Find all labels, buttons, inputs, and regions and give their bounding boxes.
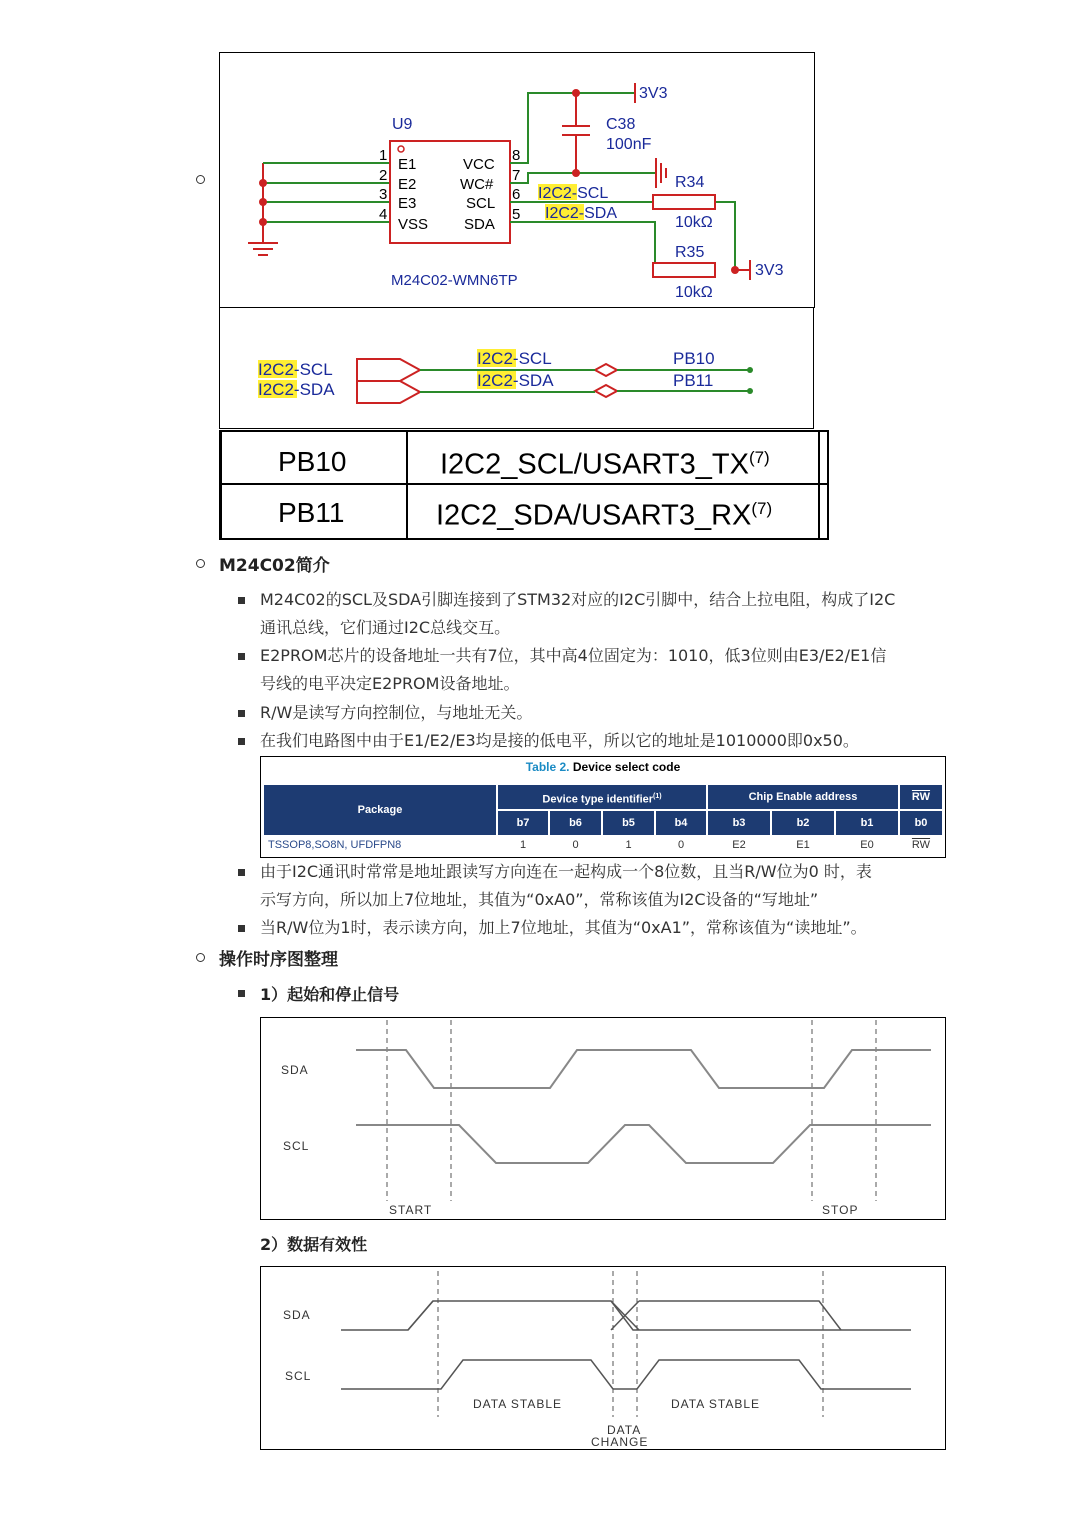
group-device-type <box>498 785 706 809</box>
list-bullet <box>238 990 245 997</box>
row-b6: 0 <box>572 839 579 851</box>
mid-sda-highlight: I2C2 <box>477 371 513 390</box>
bullet-text-6: 当R/W位为1时，表示读方向，加上7位地址，其值为“0xA1”，常称该值为“读地址”。 <box>260 918 867 937</box>
bit-b5: b5 <box>603 811 654 835</box>
pin-name-sda: SDA <box>464 216 495 233</box>
bit-b4: b4 <box>656 811 706 835</box>
label-sda-2: SDA <box>283 1308 311 1322</box>
pin-num-5: 5 <box>512 206 521 223</box>
bit-b7: b7 <box>498 811 548 835</box>
row-b1: E0 <box>860 839 874 851</box>
bullet-text-2a: E2PROM芯片的设备地址一共有7位，其中高4位固定为：1010，低3位则由E3/E2/E1信 <box>260 646 887 665</box>
eeprom-schematic <box>220 53 814 307</box>
list-bullet <box>196 559 205 568</box>
pin-cell-pb11: PB11 <box>278 497 345 528</box>
pin-name-wc: WC# <box>460 176 494 193</box>
pin-num-8: 8 <box>512 147 521 164</box>
bullet-text-5b: 示写方向，所以加上7位地址，其值为“0xA0”，常称该值为I2C设备的“写地址” <box>260 890 819 909</box>
bit-b6: b6 <box>550 811 601 835</box>
bullet-text-1a: M24C02的SCL及SDA引脚连接到了STM32对应的I2C引脚中，结合上拉电阻，构成了I2C <box>260 590 896 609</box>
net-scl-highlight: I2C2 <box>538 185 572 202</box>
device-select-table <box>260 756 946 858</box>
mid-scl-highlight: I2C2 <box>477 349 513 368</box>
device-table-caption <box>261 760 945 774</box>
power-label-top: 3V3 <box>639 85 668 102</box>
list-bullet <box>238 869 245 876</box>
left-scl-suffix: -SCL <box>293 360 333 379</box>
func-text-pb11: I2C2_SDA/USART3_RX <box>436 499 752 532</box>
list-bullet <box>238 597 245 604</box>
row-b4: 0 <box>677 839 685 851</box>
pin-name-e2: E2 <box>398 176 417 193</box>
section-heading-timing: 操作时序图整理 <box>219 950 338 970</box>
pin-num-4: 4 <box>379 206 388 223</box>
list-bullet <box>238 710 245 717</box>
bit-b0: b0 <box>900 811 942 835</box>
left-sda-highlight: I2C2 <box>258 380 294 399</box>
svg-text:I2C2-SDA <box>545 205 617 222</box>
row-package: TSSOP8,SO8N, UFDFPN8 <box>268 839 402 851</box>
row-b0: $\overline{RW}$ <box>911 839 931 851</box>
pin-name-e1: E1 <box>398 156 417 173</box>
pin-num-3: 3 <box>379 186 388 203</box>
svg-text:I2C2-SDA <box>258 380 335 399</box>
net-sda-suffix: -SDA <box>578 205 618 222</box>
svg-text:I2C2-SDA <box>477 371 554 390</box>
cap-value: 100nF <box>606 136 652 153</box>
svg-text:I2C2-SCL <box>258 360 333 379</box>
list-bullet <box>196 953 205 962</box>
bullet-text-5a: 由于I2C通讯时常常是地址跟读写方向连在一起构成一个8位数，且当R/W位为0 时，表 <box>260 862 872 881</box>
power-label-right: 3V3 <box>755 262 784 279</box>
net-mapping-diagram <box>220 308 813 428</box>
bullet-text-1b: 通讯总线，它们通过I2C总线交互。 <box>260 618 511 637</box>
group-chip-enable: Chip Enable address <box>708 785 898 809</box>
schematic-figure <box>219 52 815 308</box>
label-scl-2: SCL <box>285 1369 312 1383</box>
label-stop: STOP <box>822 1203 859 1217</box>
chip-ref: U9 <box>392 116 413 133</box>
func-text-pb10: I2C2_SCL/USART3_TX <box>440 448 749 481</box>
pin-name-vcc: VCC <box>463 156 495 173</box>
pin-name-scl: SCL <box>466 195 496 212</box>
pin-num-1: 1 <box>379 147 388 164</box>
label-data-change-1: DATA <box>607 1423 642 1437</box>
label-scl-1: SCL <box>283 1139 310 1153</box>
mid-scl-suffix: -SCL <box>512 349 552 368</box>
start-stop-waveform <box>261 1018 945 1219</box>
bit-b2: b2 <box>772 811 834 835</box>
net-scl-suffix: -SCL <box>571 185 609 202</box>
pin-label-pb11: PB11 <box>673 371 714 390</box>
row-b2: E1 <box>796 839 810 851</box>
bit-b1: b1 <box>836 811 898 835</box>
label-data-change-2: CHANGE <box>591 1435 649 1449</box>
bullet-text-4: 在我们电路图中由于E1/E2/E3均是接的低电平，所以它的地址是1010000即0x50。 <box>260 731 859 750</box>
list-bullet <box>238 738 245 745</box>
mid-sda-suffix: -SDA <box>512 371 554 390</box>
left-sda-suffix: -SDA <box>293 380 335 399</box>
label-sda-1: SDA <box>281 1063 309 1077</box>
bullet-text-3: R/W是读写方向控制位，与地址无关。 <box>260 703 533 722</box>
bit-b3: b3 <box>708 811 770 835</box>
caption-text: Device select code <box>572 760 681 774</box>
func-note-pb10: (7) <box>748 448 770 467</box>
left-scl-highlight: I2C2 <box>258 360 294 379</box>
func-cell-pb10 <box>440 448 770 482</box>
row-b7: 1 <box>519 839 527 851</box>
caption-prefix: Table 2. <box>525 760 570 774</box>
label-start: START <box>389 1203 433 1217</box>
label-data-stable-2: DATA STABLE <box>671 1397 761 1411</box>
subheading-data-validity: 2）数据有效性 <box>260 1235 368 1254</box>
start-stop-timing-diagram <box>260 1017 946 1220</box>
pin-num-7: 7 <box>512 167 521 184</box>
group-device-type-note: (1) <box>653 793 662 800</box>
pin-name-e3: E3 <box>398 195 417 212</box>
data-validity-waveform <box>261 1267 945 1449</box>
r34-value: 10kΩ <box>675 214 713 231</box>
pin-num-2: 2 <box>379 167 388 184</box>
func-cell-pb11 <box>436 499 772 533</box>
pin-function-table <box>219 430 829 540</box>
net-mapping-figure <box>219 307 814 429</box>
bullet-text-2b: 号线的电平决定E2PROM设备地址。 <box>260 674 520 693</box>
pin-label-pb10: PB10 <box>673 349 715 368</box>
pin-num-6: 6 <box>512 186 521 203</box>
list-bullet <box>238 925 245 932</box>
func-note-pb11: (7) <box>751 499 773 518</box>
r35-ref: R35 <box>675 244 705 261</box>
net-sda-highlight: I2C2 <box>545 205 579 222</box>
svg-text:I2C2-SCL <box>477 349 552 368</box>
col-rw: $\overline{RW}$ <box>900 785 942 809</box>
col-package: Package <box>264 785 496 835</box>
pin-name-vss: VSS <box>398 216 429 233</box>
row-b3: E2 <box>732 839 746 851</box>
r34-ref: R34 <box>675 174 705 191</box>
list-bullet <box>238 653 245 660</box>
list-bullet <box>196 175 205 184</box>
r35-value: 10kΩ <box>675 284 713 301</box>
section-heading-m24c02: M24C02简介 <box>219 556 330 576</box>
chip-part-number: M24C02-WMN6TP <box>391 272 518 289</box>
row-b5: 1 <box>625 839 632 851</box>
subheading-start-stop: 1）起始和停止信号 <box>260 985 400 1004</box>
data-validity-timing-diagram <box>260 1266 946 1450</box>
pin-cell-pb10: PB10 <box>278 446 347 477</box>
cap-ref: C38 <box>606 116 636 133</box>
svg-text:I2C2-SCL <box>538 185 608 202</box>
label-data-stable-1: DATA STABLE <box>473 1397 563 1411</box>
group-device-type-label: Device type identifier <box>542 793 654 806</box>
